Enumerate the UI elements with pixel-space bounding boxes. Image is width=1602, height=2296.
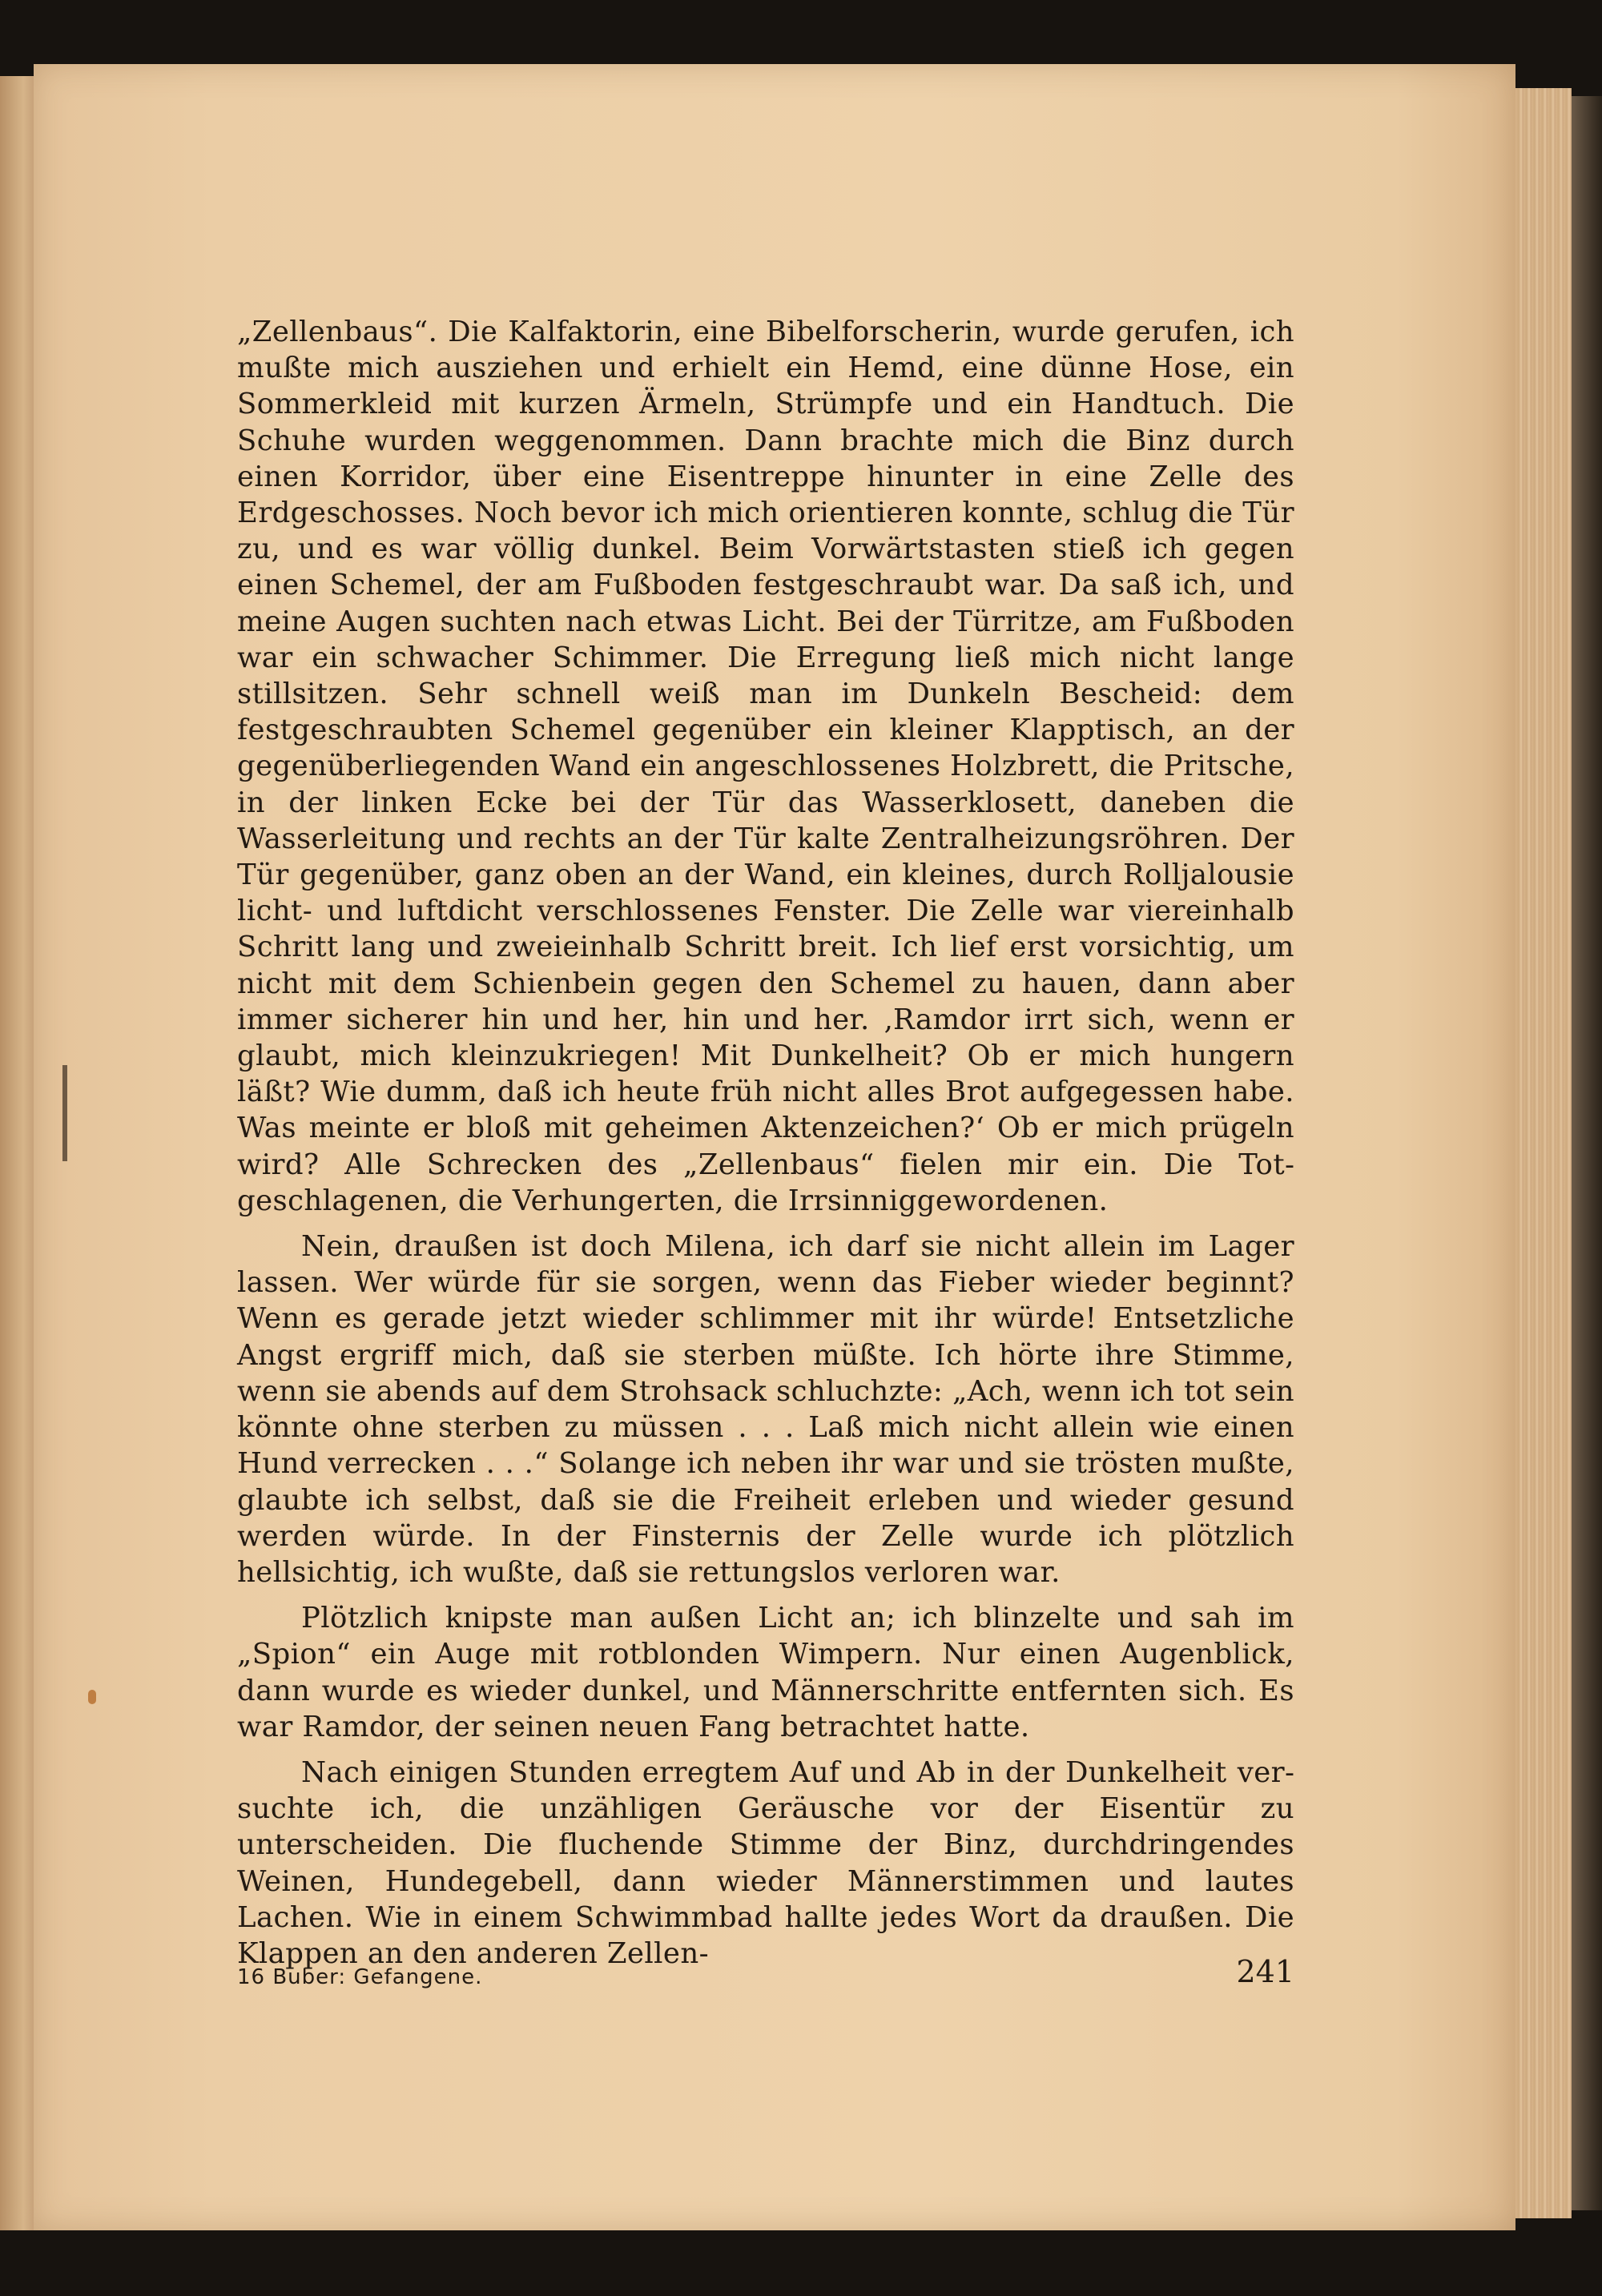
paragraph: Nach einigen Stunden erregtem Auf und Ab in der Dunkelheit versuchte ich, die unzähligen Geräusche vor der Eisentür zu unterscheiden. Die fluchende Stimme der Binz, durchdringendes Weinen, Hundegebell, dann wieder Männerstimmen und lautes Lachen. Wie in einem Schwimmbad hallte jedes Wort da draußen. Die Klappen an den anderen Zellen- (237, 1755, 1294, 1970)
page-stack-edges (1515, 88, 1572, 2218)
binding-shadow (1572, 96, 1602, 2210)
paragraph: Plötzlich knipste man außen Licht an; ich blinzelte und sah im „Spion“ ein Auge mit rotblonden Wimpern. Nur einen Augenblick, dann wurde es wieder dunkel, und Männerschritte entfernten sich. Es war Ramdor, der seinen neuen Fang betrachtet hatte. (237, 1602, 1294, 1743)
margin-stain (88, 1690, 96, 1704)
facing-page-edge (0, 76, 34, 2230)
printer-signature: 16 Buber: Gefangene. (237, 1965, 483, 1989)
margin-mark (62, 1065, 67, 1161)
page-number: 241 (1236, 1954, 1294, 1989)
page-footer (237, 1954, 1294, 1994)
body-text (237, 314, 1294, 1981)
paragraph: „Zellenbaus“. Die Kalfaktorin, eine Bibelforscherin, wurde gerufen, ich mußte mich ausziehen und erhielt ein Hemd, eine dünne Hose, ein Sommerkleid mit kurzen Ärmeln, Strümpfe und ein Handtuch. Die Schuhe wurden weggenommen. Dann brachte mich die Binz durch einen Korridor, über eine Eisentreppe hinunter in eine Zelle des Erdgeschosses. Noch bevor ich mich orientieren konnte, schlug die Tür zu, und es war völlig dunkel. Beim Vorwärtstasten stieß ich gegen einen Schemel, der am Fußboden festgeschraubt war. Da saß ich, und meine Augen suchten nach etwas Licht. Bei der Türritze, am Fußboden war ein schwacher Schimmer. Die Erregung ließ mich nicht lange stillsitzen. Sehr schnell weiß man im Dunkeln Bescheid: dem festgeschraubten Schemel gegenüber ein kleiner Klapptisch, an der gegenüberliegenden Wand ein angeschlossenes Holzbrett, die Pritsche, in der linken Ecke bei der Tür das Wasserklosett, daneben die Wasserleitung und rechts an der Tür kalte Zentralheizungsröhren. Der Tür gegenüber, ganz oben an der Wand, ein kleines, durch Rolljalousie licht- und luftdicht verschlossenes Fenster. Die Zelle war viereinhalb Schritt lang und zweieinhalb Schritt breit. Ich lief erst vorsichtig, um nicht mit dem Schienbein gegen den Schemel zu hauen, dann aber immer sicherer hin und her, hin und her. ‚Ramdor irrt sich, wenn er glaubt, mich kleinzukriegen! Mit Dunkelheit? Ob er mich hungern läßt? Wie dumm, daß ich heute früh nicht alles Brot aufgegessen habe. Was meinte er bloß mit geheimen Aktenzeichen?‘ Ob er mich prügeln wird? Alle Schrecken des „Zellenbaus“ fielen mir ein. Die Totgeschlagenen, die Verhungerten, die Irrsinniggewordenen. (237, 316, 1294, 1217)
paragraph: Nein, draußen ist doch Milena, ich darf sie nicht allein im Lager lassen. Wer würde für sie sorgen, wenn das Fieber wieder beginnt? Wenn es gerade jetzt wieder schlimmer mit ihr würde! Entsetzliche Angst ergriff mich, daß sie sterben müßte. Ich hörte ihre Stimme, wenn sie abends auf dem Strohsack schluchzte: „Ach, wenn ich tot sein könnte ohne sterben zu müssen . . . Laß mich nicht allein wie einen Hund verrecken . . .“ Solange ich neben ihr war und sie trösten mußte, glaubte ich selbst, daß sie die Freiheit erleben und wieder gesund werden würde. In der Finsternis der Zelle wurde ich plötzlich hellsichtig, ich wußte, daß sie rettungslos verloren war. (237, 1230, 1294, 1589)
